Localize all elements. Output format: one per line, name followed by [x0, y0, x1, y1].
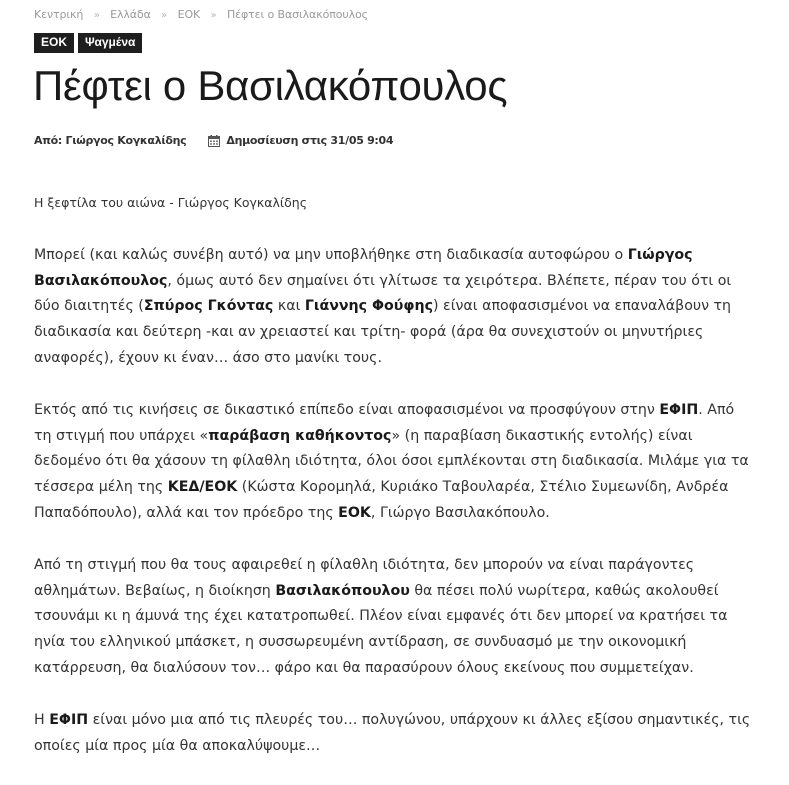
paragraph-2 — [34, 398, 756, 527]
text: , Γιώργο Βασιλακόπουλο. — [370, 504, 550, 521]
text: Από τη στιγμή που θα τους αφαιρεθεί η φίλαθλη ιδιότητα, δεν μπορούν να είναι παράγοντες αθλημάτων. Βεβαίως, η διοίκηση — [34, 556, 695, 599]
text: . Από τη στιγμή που υπάρχει « — [34, 401, 735, 444]
breadcrumb-current: Πέφτει ο Βασιλακόπουλος — [226, 8, 369, 21]
tag-eok[interactable]: ΕΟΚ — [34, 33, 74, 53]
text: Η — [34, 711, 50, 728]
paragraph-1 — [34, 243, 756, 372]
bold-text: παράβαση καθήκοντος — [208, 427, 392, 444]
paragraph-3 — [34, 553, 756, 682]
publish-date: Δημοσίευση στις 31/05 9:04 — [226, 134, 394, 147]
double-chevron-right-icon: » — [210, 10, 217, 21]
text: » (η παραβίαση δικαστικής εντολής) είναι δεδομένο ότι θα χάσουν τη φίλαθλη ιδιότητα, όλοι όσοι εμπλέκονται στη διαδικασία. Μιλάμε για τα τέσσερα μέλη της — [34, 427, 749, 496]
text: Μπορεί (και καλώς συνέβη αυτό) να μην υποβλήθηκε στη διαδικασία αυτοφώρου ο — [34, 246, 628, 263]
article-subtitle: Η ξεφτίλα του αιώνα - Γιώργος Κογκαλίδης — [34, 195, 308, 210]
breadcrumb-greece-link[interactable]: Ελλάδα — [110, 8, 151, 21]
calendar-icon — [208, 135, 220, 147]
article-meta — [34, 134, 393, 147]
author-name[interactable]: Γιώργος Κογκαλίδης — [65, 134, 187, 147]
text: ) είναι αποφασισμένοι να επαναλάβουν τη διαδικασία και δεύτερη -και αν χρειαστεί και τρίτη- φορά (άρα θα συνεχιστούν οι μηνυτήριες αναφορές), έχουν κι έναν… άσο στο μανίκι τους. — [34, 298, 732, 366]
bold-text: ΕΦΙΠ — [659, 401, 699, 418]
breadcrumb-eok-link[interactable]: ΕΟΚ — [177, 8, 201, 21]
breadcrumb-home-link[interactable]: Κεντρική — [34, 8, 84, 21]
tag-psagmena[interactable]: Ψαγμένα — [78, 33, 142, 53]
bold-text: Γιώργος Βασιλακόπουλος — [34, 246, 693, 289]
author-label: Από: — [34, 134, 62, 147]
bold-text: Σπύρος Γκόντας — [143, 298, 274, 315]
bold-text: Βασιλακόπουλου — [275, 582, 410, 599]
text: , όμως αυτό δεν σημαίνει ότι γλίτωσε τα χειρότερα. Βλέπετε, πέραν του ότι οι δύο διαιτητές ( — [34, 272, 732, 315]
page-title: Πέφτει ο Βασιλακόπουλος — [33, 62, 508, 109]
text: (Κώστα Κορομηλά, Κυριάκο Ταβουλαρέα, Στέλιο Συμεωνίδη, Ανδρέα Παπαδόπουλο), αλλά και τον πρόεδρο της — [34, 479, 729, 521]
bold-text: ΕΟΚ — [338, 504, 371, 521]
breadcrumb — [34, 8, 368, 21]
bold-text: ΚΕΔ/ΕΟΚ — [167, 479, 238, 496]
double-chevron-right-icon: » — [161, 10, 168, 21]
category-tags — [34, 33, 142, 53]
bold-text: ΕΦΙΠ — [49, 711, 89, 728]
bold-text: Γιάννης Φούφης — [304, 298, 433, 315]
text: είναι μόνο μια από τις πλευρές του… πολυγώνου, υπάρχουν κι άλλες εξίσου σημαντικές, τις οποίες μία προς μία θα αποκαλύψουμε… — [34, 711, 751, 754]
article-body — [34, 190, 756, 785]
text: θα πέσει πολύ νωρίτερα, καθώς ακολουθεί τσουνάμι κι η άμυνά της έχει κατατροπωθεί. Πλέον είναι εμφανές ότι δεν μπορεί να κρατήσει τα ηνία του ελληνικού μπάσκετ, η συσσωρευμένη αντίδραση, σε συνδυασμό με την οικονομική κατάρρευση, θα διαλύσουν τον… φάρο και θα παρασύρουν όλους εκείνους που συμμετείχαν. — [34, 582, 728, 676]
paragraph-4 — [34, 708, 756, 760]
text: Εκτός από τις κινήσεις σε δικαστικό επίπεδο είναι αποφασισμένοι να προσφύγουν στην — [34, 401, 660, 418]
double-chevron-right-icon: » — [93, 10, 100, 21]
text: και — [273, 298, 305, 315]
